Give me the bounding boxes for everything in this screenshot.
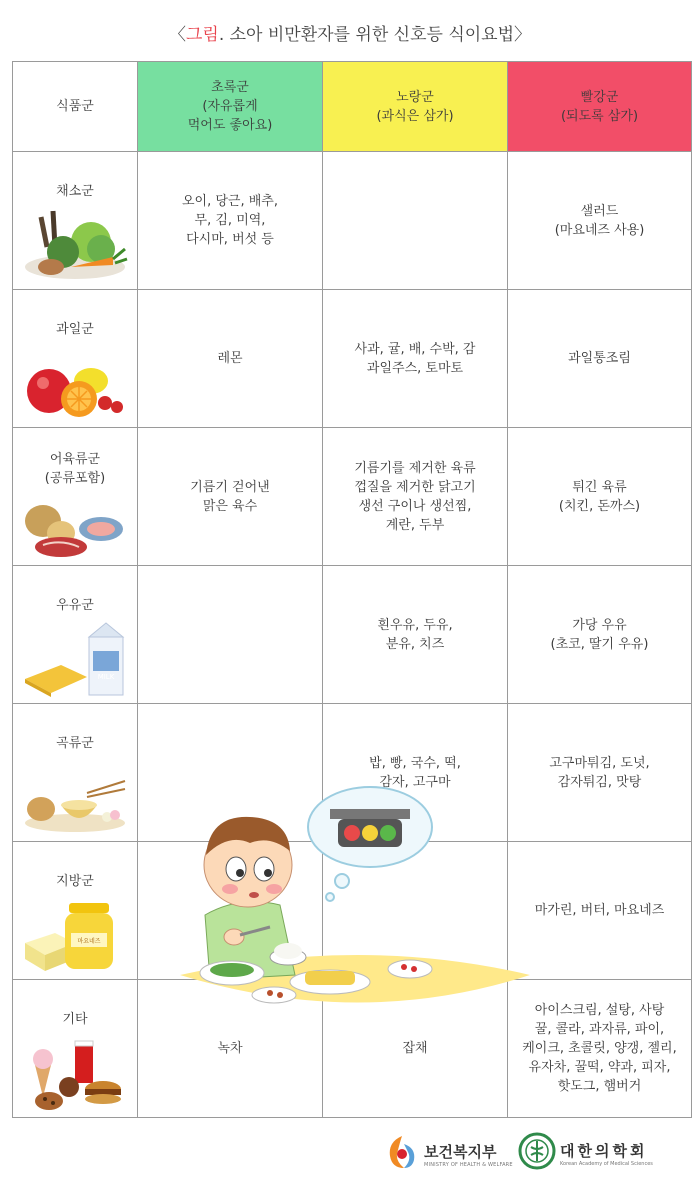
yellow-cell-vegetables (323, 152, 508, 290)
green-cell-others: 녹차 (138, 980, 323, 1118)
red-cell-dairy: 가당 우유 (초코, 딸기 우유) (508, 566, 692, 704)
green-cell-fruits: 레몬 (138, 290, 323, 428)
fats-illustration (21, 897, 129, 973)
table-row (13, 428, 692, 566)
category-name: 지방군 (56, 874, 94, 889)
yellow-cell-others: 잡채 (323, 980, 508, 1118)
header-yellow-group: 노랑군 (과식은 삼가) (323, 62, 508, 152)
mohw-subtitle: MINISTRY OF HEALTH & WELFARE (424, 1162, 513, 1168)
mohw-name: 보건복지부 (424, 1143, 497, 1161)
header-food-group: 식품군 (13, 62, 138, 152)
red-cell-fats: 마가린, 버터, 마요네즈 (508, 842, 692, 980)
child-eating-illustration (170, 785, 550, 1030)
dairy-illustration (21, 621, 129, 697)
table-row (13, 566, 692, 704)
category-name: 곡류군 (56, 736, 94, 751)
vegetables-illustration (21, 207, 129, 283)
yellow-cell-meat-fish: 기름기를 제거한 육류 껍질을 제거한 닭고기 생선 구이나 생선찜, 계란, 두부 (323, 428, 508, 566)
green-cell-vegetables: 오이, 당근, 배추, 무, 김, 미역, 다시마, 버섯 등 (138, 152, 323, 290)
yellow-cell-grains: 밥, 빵, 국수, 떡, 감자, 고구마 (323, 704, 508, 842)
category-cell-grains (13, 704, 138, 842)
table-header-row (13, 62, 692, 152)
category-name: 채소군 (56, 184, 94, 199)
yellow-cell-dairy: 흰우유, 두유, 분유, 치즈 (323, 566, 508, 704)
milk-carton-label: MILK (97, 673, 115, 681)
title-open-bracket: 〈 (168, 25, 186, 45)
red-cell-meat-fish: 튀긴 육류 (치킨, 돈까스) (508, 428, 692, 566)
header-red-group: 빨강군 (되도록 삼가) (508, 62, 692, 152)
header-green-group: 초록군 (자유롭게 먹어도 좋아요) (138, 62, 323, 152)
page-title (0, 20, 700, 45)
mohw-logo-icon (384, 1132, 420, 1172)
red-cell-fruits: 과일통조림 (508, 290, 692, 428)
grains-illustration (21, 759, 129, 835)
title-text: . 소아 비만환자를 위한 신호등 식이요법 (218, 25, 515, 45)
kams-logo-icon (518, 1132, 556, 1170)
category-name: 어육류군 (공류포함) (44, 452, 106, 486)
kams-subtitle: Korean Academy of Medical Sciences (560, 1161, 653, 1167)
category-cell-others (13, 980, 138, 1118)
category-cell-meat-fish (13, 428, 138, 566)
meat-fish-illustration (21, 483, 129, 559)
table-row (13, 152, 692, 290)
category-cell-fats (13, 842, 138, 980)
title-keyword: 그림 (185, 25, 219, 45)
table-row (13, 290, 692, 428)
others-illustration (21, 1035, 129, 1111)
category-name: 과일군 (56, 322, 94, 337)
green-cell-meat-fish: 기름기 걷어낸 맑은 육수 (138, 428, 323, 566)
mayo-jar-label: 마요네즈 (77, 938, 101, 945)
yellow-cell-fruits: 사과, 귤, 배, 수박, 감 과일주스, 토마토 (323, 290, 508, 428)
category-name: 우유군 (56, 598, 94, 613)
category-cell-fruits (13, 290, 138, 428)
fruits-illustration (21, 345, 129, 421)
kams-name: 대한의학회 (560, 1142, 648, 1160)
footer-logos (380, 1128, 690, 1178)
category-name: 기타 (62, 1012, 88, 1027)
category-cell-vegetables (13, 152, 138, 290)
red-cell-others: 아이스크림, 설탕, 사탕 꿀, 콜라, 과자류, 파이, 케이크, 초콜릿, 양갱, 젤리, 유자차, 꿀떡, 약과, 피자, 핫도그, 햄버거 (508, 980, 692, 1118)
category-cell-dairy (13, 566, 138, 704)
red-cell-grains: 고구마튀김, 도넛, 감자튀김, 맛탕 (508, 704, 692, 842)
red-cell-vegetables: 샐러드 (마요네즈 사용) (508, 152, 692, 290)
green-cell-dairy (138, 566, 323, 704)
title-close-bracket: 〉 (514, 25, 532, 45)
